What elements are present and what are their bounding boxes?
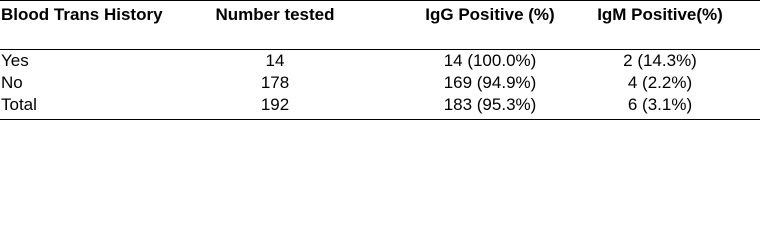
table-bottom-rule bbox=[0, 119, 760, 120]
header-divider-rule bbox=[0, 49, 760, 50]
row-total-history: Total bbox=[1, 95, 37, 114]
row-no-number-tested: 178 bbox=[260, 73, 290, 92]
row-no-history: No bbox=[1, 73, 23, 92]
header-blood-trans-history: Blood Trans History bbox=[1, 5, 163, 24]
row-yes-igg-positive: 14 (100.0%) bbox=[443, 51, 537, 70]
row-no-igg-positive: 169 (94.9%) bbox=[443, 73, 537, 92]
row-total-igg-positive: 183 (95.3%) bbox=[443, 95, 537, 114]
row-total-igm-positive: 6 (3.1%) bbox=[627, 95, 693, 114]
row-yes-igm-positive: 2 (14.3%) bbox=[623, 51, 697, 70]
row-yes-history: Yes bbox=[1, 51, 29, 70]
header-igg-positive: IgG Positive (%) bbox=[425, 5, 555, 24]
header-number-tested: Number tested bbox=[215, 5, 335, 24]
header-igm-positive: IgM Positive(%) bbox=[597, 5, 723, 24]
row-total-number-tested: 192 bbox=[260, 95, 290, 114]
table-top-rule bbox=[0, 0, 760, 1]
row-yes-number-tested: 14 bbox=[265, 51, 285, 70]
row-no-igm-positive: 4 (2.2%) bbox=[627, 73, 693, 92]
